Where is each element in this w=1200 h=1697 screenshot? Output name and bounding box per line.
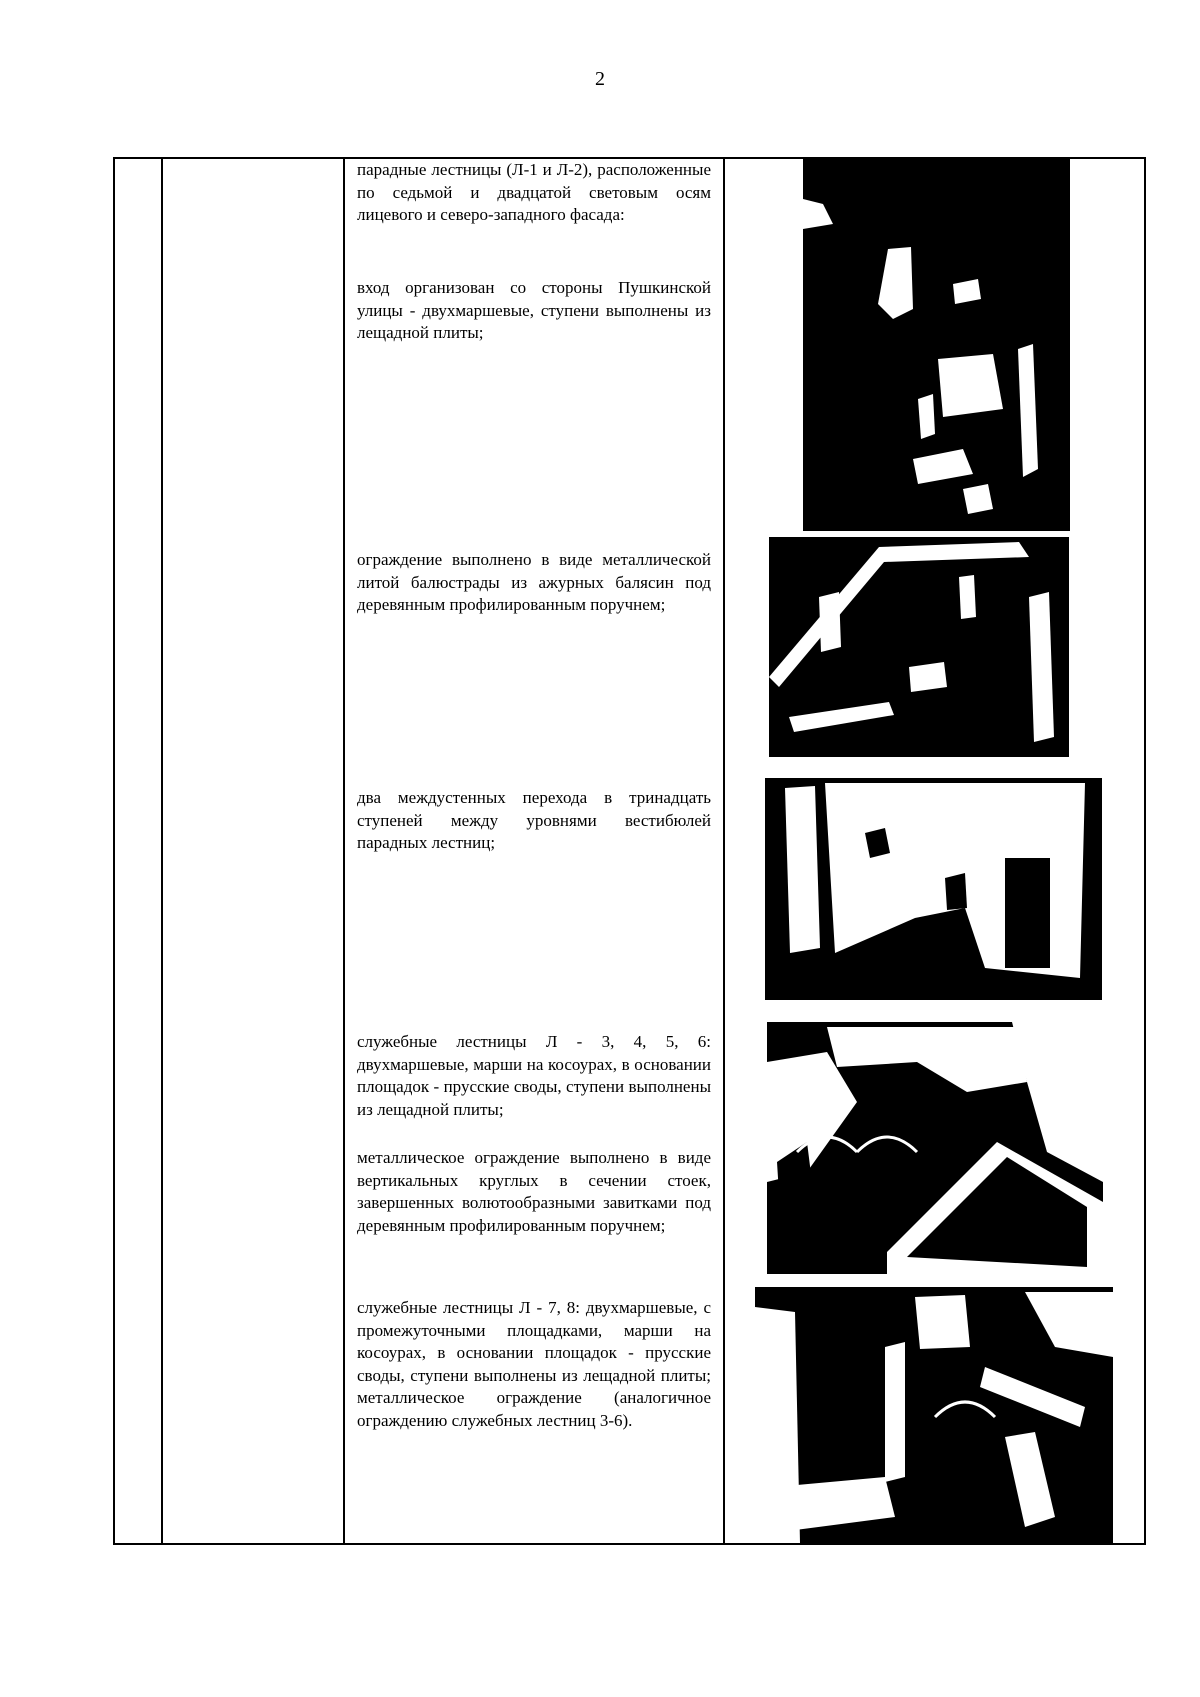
table-cell-name xyxy=(162,158,344,1544)
table-cell-description xyxy=(344,158,724,1544)
service-staircase-photo-icon xyxy=(755,1287,1113,1543)
table-cell-photos xyxy=(724,158,1145,1544)
description-paragraph: металлическое ограждение выполнено в виде вертикальных круглых в сечении стоек, завершенных волютообразными завитками под деревянным профилированным поручнем; xyxy=(357,1148,711,1235)
description-paragraph: вход организован со стороны Пушкинской улицы - двухмаршевые, ступени выполнены из лещадной плиты; xyxy=(357,278,711,343)
balustrade-photo-icon xyxy=(769,537,1069,757)
staircase-photo-icon xyxy=(803,159,1070,531)
description-paragraph: служебные лестницы Л - 7, 8: двухмаршевые, с промежуточными площадками, марши на косоурах, в основании площадок - прусские своды, ступени выполнены из лещадной плиты; металлическое ограждение (аналогичное ограждению служебных лестниц 3-6). xyxy=(357,1298,711,1430)
railing-photo-icon xyxy=(767,1022,1103,1274)
table-row xyxy=(114,158,1145,1544)
description-paragraph: служебные лестницы Л - 3, 4, 5, 6: двухмаршевые, марши на косоурах, в основании площадок - прусские своды, ступени выполнены из лещадной плиты; xyxy=(357,1032,711,1119)
description-paragraph: два междустенных перехода в тринадцать ступеней между уровнями вестибюлей парадных лестниц; xyxy=(357,788,711,853)
page-number: 2 xyxy=(595,68,605,90)
heritage-table xyxy=(113,157,1146,1545)
vestibule-photo-icon xyxy=(765,778,1102,1000)
description-paragraph: парадные лестницы (Л-1 и Л-2), расположенные по седьмой и двадцатой световым осям лицевого и северо-западного фасада: xyxy=(357,160,711,225)
description-paragraph: ограждение выполнено в виде металлической литой балюстрады из ажурных балясин под деревянным профилированным поручнем; xyxy=(357,550,711,615)
table-cell-index xyxy=(114,158,162,1544)
